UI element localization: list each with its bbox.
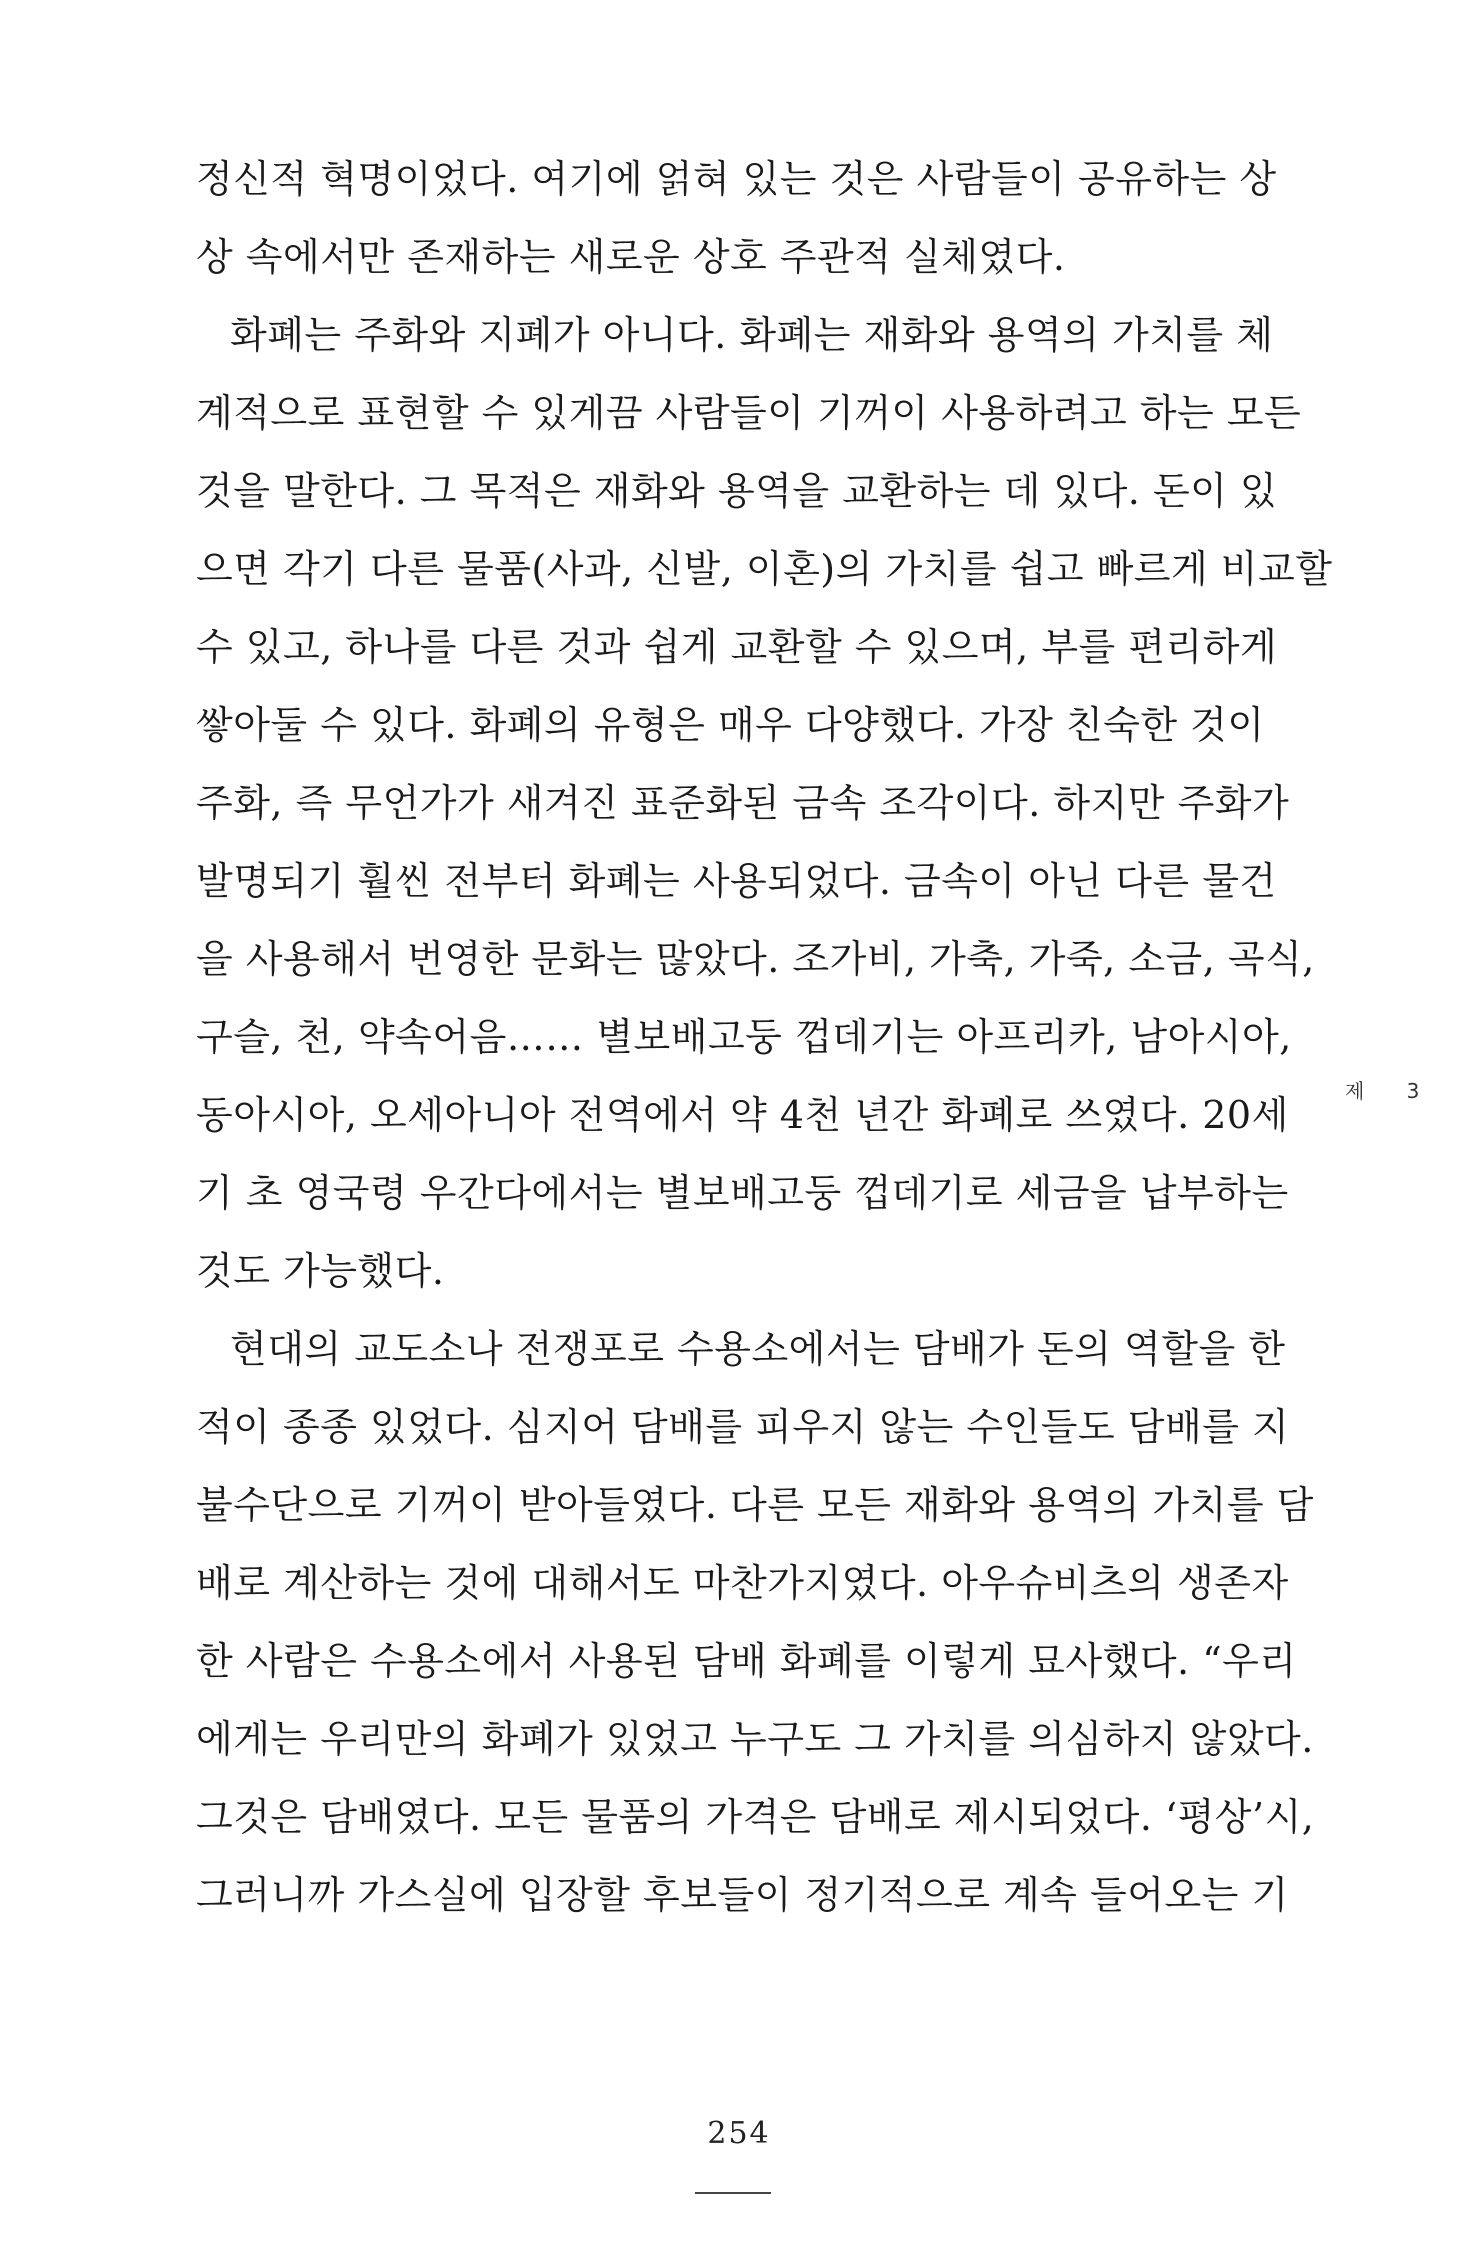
text-line: 배로 계산하는 것에 대해서도 마찬가지였다. 아우슈비츠의 생존자 bbox=[196, 1561, 1289, 1605]
text-line: 화폐는 주화와 지폐가 아니다. 화폐는 재화와 용역의 가치를 체 bbox=[230, 313, 1274, 357]
text-line: 계적으로 표현할 수 있게끔 사람들이 기꺼이 사용하려고 하는 모든 bbox=[196, 391, 1302, 435]
page-number: 254 bbox=[707, 2116, 771, 2151]
text-line: 상 속에서만 존재하는 새로운 상호 주관적 실체였다. bbox=[196, 235, 1066, 279]
text-line: 발명되기 훨씬 전부터 화폐는 사용되었다. 금속이 아닌 다른 물건 bbox=[196, 859, 1277, 903]
text-line: 쌓아둘 수 있다. 화폐의 유형은 매우 다양했다. 가장 친숙한 것이 bbox=[196, 703, 1265, 747]
text-line: 수 있고, 하나를 다른 것과 쉽게 교환할 수 있으며, 부를 편리하게 bbox=[196, 625, 1278, 669]
text-line: 구슬, 천, 약속어음…… 별보배고둥 껍데기는 아프리카, 남아시아, bbox=[196, 1015, 1292, 1059]
text-line: 주화, 즉 무언가가 새겨진 표준화된 금속 조각이다. 하지만 주화가 bbox=[196, 781, 1290, 825]
text-line: 불수단으로 기꺼이 받아들였다. 다른 모든 재화와 용역의 가치를 담 bbox=[196, 1483, 1314, 1527]
text-line: 그것은 담배였다. 모든 물품의 가격은 담배로 제시되었다. ‘평상’시, bbox=[196, 1795, 1315, 1839]
text-line: 것도 가능했다. bbox=[196, 1249, 445, 1293]
text-line: 적이 종종 있었다. 심지어 담배를 피우지 않는 수인들도 담배를 지 bbox=[196, 1405, 1290, 1449]
chapter-margin-label: 제 3 bbox=[1345, 1079, 1438, 1103]
page-number-rule bbox=[695, 2192, 771, 2194]
text-line: 것을 말한다. 그 목적은 재화와 용역을 교환하는 데 있다. 돈이 있 bbox=[196, 469, 1278, 513]
text-line: 정신적 혁명이었다. 여기에 얽혀 있는 것은 사람들이 공유하는 상 bbox=[196, 157, 1277, 201]
text-line: 을 사용해서 번영한 문화는 많았다. 조가비, 가축, 가죽, 소금, 곡식, bbox=[196, 937, 1315, 981]
text-line: 한 사람은 수용소에서 사용된 담배 화폐를 이렇게 묘사했다. “우리 bbox=[196, 1639, 1297, 1683]
text-line: 으면 각기 다른 물품(사과, 신발, 이혼)의 가치를 쉽고 빠르게 비교할 bbox=[196, 547, 1333, 591]
text-line: 동아시아, 오세아니아 전역에서 약 4천 년간 화폐로 쓰였다. 20세 bbox=[196, 1093, 1289, 1137]
body-text bbox=[196, 140, 1333, 1934]
text-line: 그러니까 가스실에 입장할 후보들이 정기적으로 계속 들어오는 기 bbox=[196, 1873, 1289, 1917]
text-line: 기 초 영국령 우간다에서는 별보배고둥 껍데기로 세금을 납부하는 bbox=[196, 1171, 1289, 1215]
text-line: 현대의 교도소나 전쟁포로 수용소에서는 담배가 돈의 역할을 한 bbox=[230, 1327, 1286, 1371]
text-line: 에게는 우리만의 화폐가 있었고 누구도 그 가치를 의심하지 않았다. bbox=[196, 1717, 1314, 1761]
